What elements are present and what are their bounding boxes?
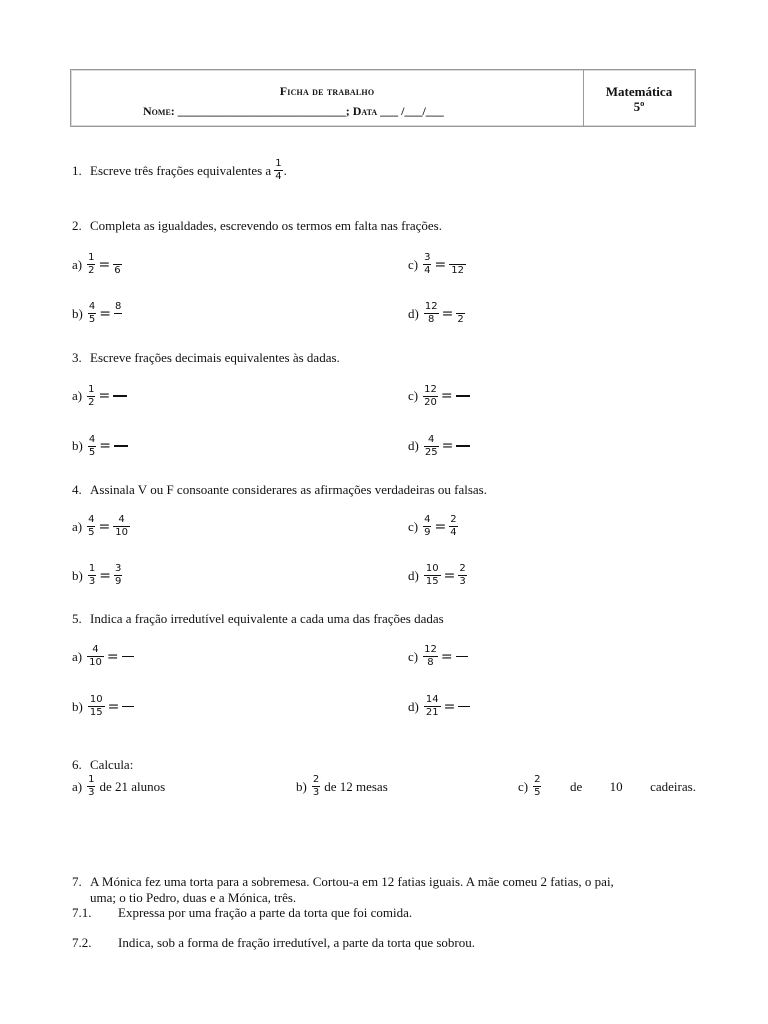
fraction: $\frac{3}{4}$ (424, 252, 431, 276)
equals-sign: = (99, 567, 111, 584)
fraction: $\frac{10}{15}$ (89, 694, 103, 718)
q5-item-c (408, 644, 469, 669)
q4-item-b[interactable] (72, 563, 123, 588)
fraction: $\frac{2}{3}$ (459, 563, 466, 587)
answer-blank[interactable] (122, 694, 134, 719)
question-2 (72, 218, 442, 234)
question-number: 5. (72, 611, 82, 626)
q4-item-d[interactable] (408, 563, 468, 588)
fraction: $\frac{1}{2}$ (88, 383, 95, 408)
fraction: $\frac{10}{15}$ (425, 563, 439, 587)
equals-sign: = (98, 256, 111, 273)
fraction: $\frac{1}{3}$ (88, 774, 95, 798)
equals-sign: = (441, 305, 454, 322)
item-label: b) (72, 567, 83, 583)
fraction: $\frac{4}{5}$ (88, 514, 95, 538)
q4-item-c[interactable] (408, 514, 459, 539)
fraction-with-blank[interactable]: 6 (114, 265, 121, 276)
fraction-with-blank[interactable]: 2 (457, 314, 464, 325)
item-label: d) (408, 438, 419, 453)
subquestion-text: Indica, sob a forma de fração irredutível, a parte da torta que sobrou. (118, 935, 475, 950)
question-text: Escreve três frações equivalentes a (90, 162, 272, 178)
fraction: $\frac{12}{8}$ (424, 301, 438, 325)
question-number: 1. (72, 162, 82, 178)
subquestion-number: 7.2. (72, 935, 92, 950)
question-1 (72, 158, 287, 183)
question-number: 3. (72, 350, 82, 365)
fraction: $\frac{1}{2}$ (88, 252, 95, 276)
q3-item-d (408, 433, 471, 459)
q6-item-a (72, 774, 165, 799)
equals-sign: = (98, 388, 111, 404)
item-label: a) (72, 648, 83, 664)
answer-blank[interactable] (456, 383, 470, 409)
denominator: 4 (275, 171, 282, 182)
question-number: 6. (72, 757, 82, 772)
equals-sign: = (434, 518, 447, 535)
q4-item-a[interactable] (72, 514, 131, 539)
q2-item-a (72, 252, 123, 277)
answer-blank[interactable] (113, 383, 127, 409)
header-left-cell (71, 70, 584, 126)
question-end-punctuation: . (283, 162, 287, 178)
item-label: c) (408, 648, 419, 664)
equals-sign: = (440, 388, 453, 404)
question-4 (72, 482, 487, 498)
question-3 (72, 350, 340, 366)
fraction: $\frac{4}{5}$ (88, 433, 96, 458)
answer-blank[interactable] (122, 644, 134, 669)
question-text: Calcula: (90, 757, 134, 772)
question-6 (72, 757, 133, 773)
q6-item-c (518, 774, 696, 799)
question-text-line1: A Mónica fez uma torta para a sobremesa. Cortou-a em 12 fatias iguais. A mãe comeu 2 fatias, o pai, (90, 874, 614, 889)
q6-item-b (296, 774, 388, 799)
name-date-line: Nome: ____________________________; Data ___ /___/___ (143, 104, 444, 118)
q3-item-a (72, 383, 128, 409)
question-text: Escreve frações decimais equivalentes às dadas. (90, 350, 340, 365)
subject-label: Matemática (605, 84, 673, 99)
item-text: de 12 mesas (324, 778, 388, 794)
question-text: Completa as igualdades, escrevendo os termos em falta nas frações. (90, 218, 442, 233)
worksheet-title: Ficha de trabalho (279, 84, 375, 98)
question-number: 2. (72, 218, 82, 233)
question-7 (72, 874, 614, 890)
fraction (274, 158, 282, 183)
fraction: $\frac{2}{3}$ (312, 774, 320, 798)
equals-sign: = (443, 567, 456, 584)
item-text: cadeiras. (650, 778, 696, 794)
q2-item-d (408, 301, 466, 326)
question-text: Indica a fração irredutível equivalente a cada uma das frações dadas (90, 611, 444, 626)
item-label: b) (72, 305, 83, 321)
fraction: $\frac{4}{10}$ (115, 514, 128, 538)
fraction: $\frac{14}{21}$ (425, 694, 439, 718)
header-right-cell (583, 70, 695, 126)
item-label: b) (72, 438, 83, 453)
equals-sign: = (434, 256, 447, 273)
q5-item-a (72, 644, 135, 669)
numerator: 1 (275, 158, 282, 169)
question-7-line2: uma; o tio Pedro, duas e a Mónica, três. (90, 890, 297, 905)
item-label: c) (518, 778, 529, 794)
equals-sign: = (107, 698, 120, 715)
q2-item-c (408, 252, 467, 277)
fraction: $\frac{1}{3}$ (88, 563, 96, 587)
item-label: b) (72, 698, 83, 714)
item-text: de (569, 778, 583, 794)
fraction: $\frac{3}{9}$ (114, 563, 122, 587)
question-text: Assinala V ou F consoante considerares as afirmações verdadeiras ou falsas. (90, 482, 487, 497)
question-number: 7. (72, 874, 82, 889)
equals-sign: = (440, 648, 453, 665)
item-label: d) (408, 567, 419, 583)
item-label: c) (408, 518, 419, 534)
fraction: $\frac{2}{4}$ (450, 514, 457, 538)
item-text: 10 (609, 778, 623, 794)
item-label: c) (408, 388, 419, 403)
q5-item-b (72, 694, 135, 719)
item-label: c) (408, 256, 419, 272)
q3-item-c (408, 383, 471, 409)
subquestion-number: 7.1. (72, 905, 92, 920)
question-number: 4. (72, 482, 82, 497)
equals-sign: = (443, 698, 456, 715)
fraction: $\frac{4}{10}$ (89, 644, 102, 668)
subquestion-text: Expressa por uma fração a parte da torta que foi comida. (118, 905, 413, 920)
item-label: d) (408, 305, 419, 321)
answer-blank[interactable] (456, 644, 468, 669)
grade-label: 5º (633, 99, 645, 114)
item-label: d) (408, 698, 419, 714)
fraction-with-blank[interactable]: 8 (114, 301, 122, 312)
q5-item-d (408, 694, 471, 719)
item-label: a) (72, 256, 83, 272)
fraction-with-blank[interactable]: 12 (451, 265, 464, 276)
fraction: $\frac{4}{25}$ (424, 433, 438, 458)
answer-blank[interactable] (458, 694, 470, 719)
header-box (70, 69, 696, 127)
fraction: $\frac{4}{5}$ (88, 301, 96, 325)
answer-blank[interactable] (456, 433, 470, 459)
equals-sign: = (99, 305, 111, 322)
item-label: a) (72, 388, 83, 403)
equals-sign: = (441, 438, 454, 454)
question-7-2 (72, 935, 475, 951)
fraction: $\frac{12}{20}$ (424, 383, 437, 408)
item-label: a) (72, 518, 83, 534)
q3-item-b (72, 433, 129, 459)
question-5 (72, 611, 444, 627)
question-7-1 (72, 905, 412, 921)
equals-sign: = (106, 648, 119, 665)
fraction: $\frac{4}{9}$ (424, 514, 431, 538)
answer-blank[interactable] (114, 433, 128, 459)
q2-item-b (72, 301, 123, 326)
item-label: b) (296, 778, 307, 794)
fraction: $\frac{2}{5}$ (534, 774, 541, 798)
item-text: de 21 alunos (99, 778, 166, 794)
fraction: $\frac{12}{8}$ (424, 644, 437, 668)
equals-sign: = (99, 438, 111, 454)
equals-sign: = (98, 518, 111, 535)
item-label: a) (72, 778, 83, 794)
